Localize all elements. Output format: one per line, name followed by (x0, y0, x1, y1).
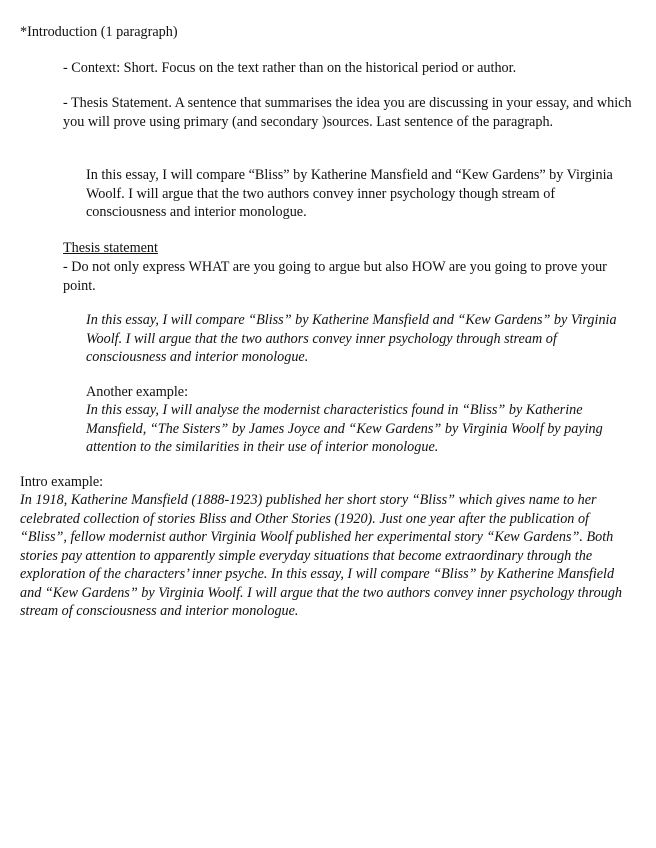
thesis-section-description: - Do not only express WHAT are you going to argue but also HOW are you going to prove your point. (63, 259, 607, 294)
thesis-bullet: - Thesis Statement. A sentence that summarises the idea you are discussing in your essay, and which you will prove using primary (and secondary )sources. Last sentence of the paragraph. (63, 95, 632, 130)
example-paragraph: In this essay, I will compare “Bliss” by Katherine Mansfield and “Kew Gardens” by Virginia Woolf. I will argue that the two authors convey inner psychology though stream of consciousness and interior monologue. (86, 167, 613, 220)
example-italic-2: In this essay, I will analyse the modernist characteristics found in “Bliss” by Katherine Mansfield, “The Sisters” by James Joyce and “Kew Gardens” by Virginia Woolf by paying attention to the similarities in their use of interior monologue. (86, 402, 603, 455)
section-heading: *Introduction (1 paragraph) (20, 24, 178, 40)
another-example-label: Another example: (86, 384, 189, 400)
example-italic-1: In this essay, I will compare “Bliss” by Katherine Mansfield and “Kew Gardens” by Virginia Woolf. I will argue that the two authors convey inner psychology through stream of consciousness and interior monologue. (86, 312, 617, 365)
intro-example-label: Intro example: (20, 474, 104, 490)
context-bullet: - Context: Short. Focus on the text rather than on the historical period or author. (63, 60, 517, 76)
thesis-section-title: Thesis statement (63, 240, 158, 256)
intro-example-text: In 1918, Katherine Mansfield (1888-1923) published her short story “Bliss” which gives name to her celebrated collection of stories Bliss and Other Stories (1920). Just one year after the publication of “Bliss”, fellow modernist author Virginia Woolf published her experimental story “Kew Gardens”. Both stories pay attention to apparently simple everyday situations that become extraordinary through the exploration of the characters’ inner psyche. In this essay, I will compare “Bliss” by Katherine Mansfield and “Kew Gardens” by Virginia Woolf. I will argue that the two authors convey inner psychology through stream of consciousness and interior monologue. (20, 492, 623, 619)
